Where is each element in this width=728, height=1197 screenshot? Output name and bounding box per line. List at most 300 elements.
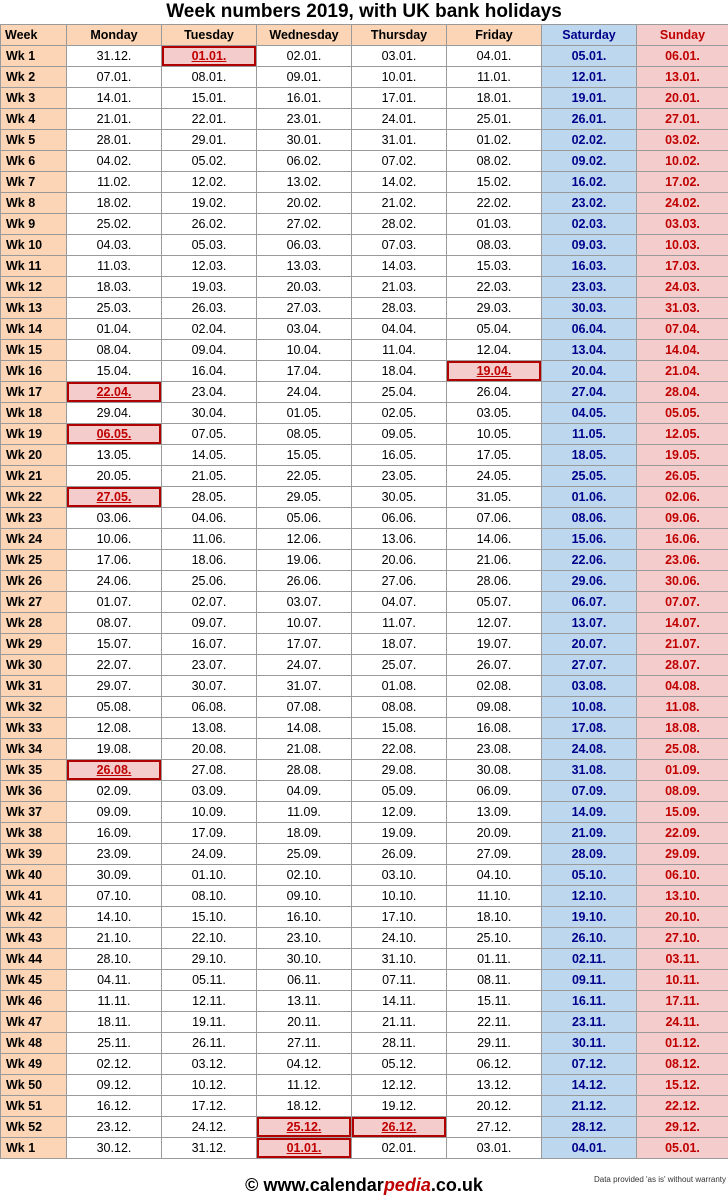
wednesday-date-cell: 15.05. [257,445,352,466]
thursday-date-cell: 21.03. [352,277,447,298]
monday-date-cell: 07.01. [67,67,162,88]
header-monday: Monday [67,25,162,46]
sunday-date-cell: 21.07. [637,634,728,655]
table-row [1,529,728,550]
table-row [1,1117,728,1138]
saturday-date-cell: 05.10. [542,865,637,886]
friday-date-cell: 10.05. [447,424,542,445]
monday-date-cell: 21.01. [67,109,162,130]
wednesday-date-cell: 30.01. [257,130,352,151]
friday-date-cell: 04.10. [447,865,542,886]
saturday-date-cell: 19.01. [542,88,637,109]
wednesday-date-cell: 03.04. [257,319,352,340]
table-row [1,46,728,67]
wednesday-date-cell: 06.03. [257,235,352,256]
sunday-date-cell: 08.12. [637,1054,728,1075]
monday-date-cell: 24.06. [67,571,162,592]
wednesday-date-cell: 17.04. [257,361,352,382]
monday-date-cell: 13.05. [67,445,162,466]
saturday-date-cell: 04.01. [542,1138,637,1159]
sunday-date-cell: 15.09. [637,802,728,823]
friday-date-cell: 06.12. [447,1054,542,1075]
thursday-date-cell: 19.12. [352,1096,447,1117]
sunday-date-cell: 11.08. [637,697,728,718]
thursday-date-cell: 13.06. [352,529,447,550]
monday-date-cell: 03.06. [67,508,162,529]
footer [0,1172,728,1197]
week-number-cell: Wk 15 [1,340,67,361]
week-number-cell: Wk 5 [1,130,67,151]
wednesday-date-cell: 10.07. [257,613,352,634]
week-number-cell: Wk 10 [1,235,67,256]
saturday-date-cell: 30.03. [542,298,637,319]
saturday-date-cell: 18.05. [542,445,637,466]
wednesday-date-cell: 09.10. [257,886,352,907]
table-row [1,151,728,172]
week-number-cell: Wk 21 [1,466,67,487]
wednesday-date-cell: 22.05. [257,466,352,487]
thursday-date-cell: 31.01. [352,130,447,151]
table-row [1,1054,728,1075]
thursday-date-cell: 05.09. [352,781,447,802]
monday-date-cell: 31.12. [67,46,162,67]
table-row [1,676,728,697]
thursday-date-cell: 11.04. [352,340,447,361]
table-row [1,970,728,991]
table-row [1,382,728,403]
sunday-date-cell: 20.10. [637,907,728,928]
monday-date-cell: 11.11. [67,991,162,1012]
week-number-table [0,24,728,1159]
site-pedia: pedia [383,1175,431,1195]
table-row [1,193,728,214]
saturday-date-cell: 09.03. [542,235,637,256]
friday-date-cell: 08.03. [447,235,542,256]
table-row [1,802,728,823]
tuesday-date-cell: 31.12. [162,1138,257,1159]
sunday-date-cell: 05.05. [637,403,728,424]
table-row [1,424,728,445]
monday-date-cell: 09.09. [67,802,162,823]
wednesday-date-cell: 25.09. [257,844,352,865]
thursday-date-cell: 04.04. [352,319,447,340]
friday-date-cell: 11.10. [447,886,542,907]
thursday-date-cell: 19.09. [352,823,447,844]
table-row [1,1033,728,1054]
table-row [1,844,728,865]
saturday-date-cell: 27.04. [542,382,637,403]
page-title: Week numbers 2019, with UK bank holidays [166,1,562,22]
friday-date-cell: 08.11. [447,970,542,991]
monday-date-cell: 07.10. [67,886,162,907]
tuesday-date-cell: 11.06. [162,529,257,550]
wednesday-date-cell: 23.01. [257,109,352,130]
sunday-date-cell: 28.07. [637,655,728,676]
week-number-cell: Wk 2 [1,67,67,88]
monday-date-cell: 25.11. [67,1033,162,1054]
tuesday-date-cell: 05.11. [162,970,257,991]
friday-date-cell: 03.01. [447,1138,542,1159]
sunday-date-cell: 31.03. [637,298,728,319]
saturday-date-cell: 28.12. [542,1117,637,1138]
bank-holiday-cell: 19.04. [447,361,542,382]
thursday-date-cell: 18.07. [352,634,447,655]
saturday-date-cell: 11.05. [542,424,637,445]
wednesday-date-cell: 19.06. [257,550,352,571]
monday-date-cell: 08.07. [67,613,162,634]
monday-date-cell: 23.09. [67,844,162,865]
week-number-cell: Wk 38 [1,823,67,844]
tuesday-date-cell: 17.09. [162,823,257,844]
friday-date-cell: 20.12. [447,1096,542,1117]
monday-date-cell: 25.03. [67,298,162,319]
friday-date-cell: 03.05. [447,403,542,424]
friday-date-cell: 22.11. [447,1012,542,1033]
table-row [1,487,728,508]
week-number-cell: Wk 33 [1,718,67,739]
thursday-date-cell: 14.03. [352,256,447,277]
monday-date-cell: 04.03. [67,235,162,256]
tuesday-date-cell: 12.11. [162,991,257,1012]
table-row [1,949,728,970]
monday-date-cell: 15.07. [67,634,162,655]
table-row [1,466,728,487]
thursday-date-cell: 24.10. [352,928,447,949]
sunday-date-cell: 18.08. [637,718,728,739]
saturday-date-cell: 23.02. [542,193,637,214]
thursday-date-cell: 16.05. [352,445,447,466]
saturday-date-cell: 04.05. [542,403,637,424]
friday-date-cell: 30.08. [447,760,542,781]
saturday-date-cell: 22.06. [542,550,637,571]
tuesday-date-cell: 30.04. [162,403,257,424]
sunday-date-cell: 29.12. [637,1117,728,1138]
week-number-cell: Wk 25 [1,550,67,571]
sunday-date-cell: 03.11. [637,949,728,970]
header-thursday: Thursday [352,25,447,46]
wednesday-date-cell: 24.04. [257,382,352,403]
sunday-date-cell: 12.05. [637,424,728,445]
wednesday-date-cell: 24.07. [257,655,352,676]
week-number-cell: Wk 31 [1,676,67,697]
week-number-cell: Wk 11 [1,256,67,277]
thursday-date-cell: 10.01. [352,67,447,88]
monday-date-cell: 30.12. [67,1138,162,1159]
monday-date-cell: 05.08. [67,697,162,718]
wednesday-date-cell: 27.11. [257,1033,352,1054]
friday-date-cell: 05.04. [447,319,542,340]
table-row [1,298,728,319]
sunday-date-cell: 03.02. [637,130,728,151]
sunday-date-cell: 07.04. [637,319,728,340]
bank-holiday-cell: 06.05. [67,424,162,445]
tuesday-date-cell: 25.06. [162,571,257,592]
thursday-date-cell: 28.11. [352,1033,447,1054]
header-saturday: Saturday [542,25,637,46]
monday-date-cell: 14.10. [67,907,162,928]
thursday-date-cell: 05.12. [352,1054,447,1075]
friday-date-cell: 22.03. [447,277,542,298]
tuesday-date-cell: 03.09. [162,781,257,802]
sunday-date-cell: 27.01. [637,109,728,130]
table-row [1,214,728,235]
wednesday-date-cell: 01.05. [257,403,352,424]
sunday-date-cell: 06.10. [637,865,728,886]
saturday-date-cell: 26.10. [542,928,637,949]
sunday-date-cell: 22.09. [637,823,728,844]
tuesday-date-cell: 24.09. [162,844,257,865]
sunday-date-cell: 28.04. [637,382,728,403]
week-number-cell: Wk 49 [1,1054,67,1075]
sunday-date-cell: 09.06. [637,508,728,529]
wednesday-date-cell: 31.07. [257,676,352,697]
wednesday-date-cell: 27.03. [257,298,352,319]
saturday-date-cell: 25.05. [542,466,637,487]
thursday-date-cell: 24.01. [352,109,447,130]
tuesday-date-cell: 02.07. [162,592,257,613]
thursday-date-cell: 08.08. [352,697,447,718]
sunday-date-cell: 21.04. [637,361,728,382]
week-number-cell: Wk 24 [1,529,67,550]
sunday-date-cell: 01.12. [637,1033,728,1054]
sunday-date-cell: 30.06. [637,571,728,592]
monday-date-cell: 17.06. [67,550,162,571]
tuesday-date-cell: 26.02. [162,214,257,235]
monday-date-cell: 19.08. [67,739,162,760]
week-number-cell: Wk 29 [1,634,67,655]
wednesday-date-cell: 14.08. [257,718,352,739]
week-number-cell: Wk 1 [1,1138,67,1159]
week-number-cell: Wk 9 [1,214,67,235]
week-number-cell: Wk 26 [1,571,67,592]
header-tuesday: Tuesday [162,25,257,46]
monday-date-cell: 02.09. [67,781,162,802]
friday-date-cell: 11.01. [447,67,542,88]
table-row [1,697,728,718]
monday-date-cell: 15.04. [67,361,162,382]
week-number-cell: Wk 43 [1,928,67,949]
week-number-cell: Wk 32 [1,697,67,718]
tuesday-date-cell: 26.03. [162,298,257,319]
saturday-date-cell: 30.11. [542,1033,637,1054]
site-prefix: www.calendar [263,1175,384,1195]
table-row [1,67,728,88]
monday-date-cell: 01.07. [67,592,162,613]
table-row [1,172,728,193]
wednesday-date-cell: 11.12. [257,1075,352,1096]
tuesday-date-cell: 14.05. [162,445,257,466]
sunday-date-cell: 05.01. [637,1138,728,1159]
table-row [1,718,728,739]
tuesday-date-cell: 22.01. [162,109,257,130]
friday-date-cell: 22.02. [447,193,542,214]
friday-date-cell: 20.09. [447,823,542,844]
wednesday-date-cell: 06.02. [257,151,352,172]
monday-date-cell: 10.06. [67,529,162,550]
sunday-date-cell: 10.11. [637,970,728,991]
wednesday-date-cell: 27.02. [257,214,352,235]
table-row [1,865,728,886]
week-number-cell: Wk 17 [1,382,67,403]
friday-date-cell: 13.09. [447,802,542,823]
saturday-date-cell: 26.01. [542,109,637,130]
wednesday-date-cell: 17.07. [257,634,352,655]
wednesday-date-cell: 12.06. [257,529,352,550]
thursday-date-cell: 10.10. [352,886,447,907]
monday-date-cell: 30.09. [67,865,162,886]
friday-date-cell: 01.03. [447,214,542,235]
table-row [1,928,728,949]
sunday-date-cell: 14.04. [637,340,728,361]
thursday-date-cell: 14.11. [352,991,447,1012]
wednesday-date-cell: 06.11. [257,970,352,991]
monday-date-cell: 23.12. [67,1117,162,1138]
tuesday-date-cell: 08.10. [162,886,257,907]
saturday-date-cell: 01.06. [542,487,637,508]
bank-holiday-cell: 01.01. [257,1138,352,1159]
week-number-cell: Wk 42 [1,907,67,928]
table-row [1,445,728,466]
wednesday-date-cell: 07.08. [257,697,352,718]
friday-date-cell: 07.06. [447,508,542,529]
saturday-date-cell: 24.08. [542,739,637,760]
table-row [1,88,728,109]
saturday-date-cell: 09.11. [542,970,637,991]
friday-date-cell: 27.09. [447,844,542,865]
monday-date-cell: 04.11. [67,970,162,991]
bank-holiday-cell: 22.04. [67,382,162,403]
saturday-date-cell: 13.04. [542,340,637,361]
friday-date-cell: 09.08. [447,697,542,718]
week-number-cell: Wk 34 [1,739,67,760]
wednesday-date-cell: 11.09. [257,802,352,823]
sunday-date-cell: 19.05. [637,445,728,466]
tuesday-date-cell: 23.04. [162,382,257,403]
week-number-cell: Wk 37 [1,802,67,823]
monday-date-cell: 29.07. [67,676,162,697]
tuesday-date-cell: 05.03. [162,235,257,256]
friday-date-cell: 15.02. [447,172,542,193]
wednesday-date-cell: 29.05. [257,487,352,508]
friday-date-cell: 18.01. [447,88,542,109]
sunday-date-cell: 17.03. [637,256,728,277]
week-number-cell: Wk 44 [1,949,67,970]
thursday-date-cell: 14.02. [352,172,447,193]
disclaimer-note: Data provided 'as is' without warranty [593,1175,726,1184]
wednesday-date-cell: 08.05. [257,424,352,445]
tuesday-date-cell: 03.12. [162,1054,257,1075]
sunday-date-cell: 26.05. [637,466,728,487]
tuesday-date-cell: 12.03. [162,256,257,277]
friday-date-cell: 28.06. [447,571,542,592]
thursday-date-cell: 28.02. [352,214,447,235]
saturday-date-cell: 20.07. [542,634,637,655]
tuesday-date-cell: 13.08. [162,718,257,739]
sunday-date-cell: 22.12. [637,1096,728,1117]
sunday-date-cell: 13.10. [637,886,728,907]
sunday-date-cell: 06.01. [637,46,728,67]
friday-date-cell: 25.10. [447,928,542,949]
week-number-cell: Wk 14 [1,319,67,340]
wednesday-date-cell: 13.11. [257,991,352,1012]
week-number-cell: Wk 36 [1,781,67,802]
table-row [1,634,728,655]
table-row [1,130,728,151]
wednesday-date-cell: 09.01. [257,67,352,88]
thursday-date-cell: 02.01. [352,1138,447,1159]
week-number-cell: Wk 22 [1,487,67,508]
friday-date-cell: 05.07. [447,592,542,613]
table-row [1,781,728,802]
tuesday-date-cell: 28.05. [162,487,257,508]
thursday-date-cell: 22.08. [352,739,447,760]
thursday-date-cell: 06.06. [352,508,447,529]
thursday-date-cell: 01.08. [352,676,447,697]
tuesday-date-cell: 22.10. [162,928,257,949]
wednesday-date-cell: 13.02. [257,172,352,193]
tuesday-date-cell: 24.12. [162,1117,257,1138]
saturday-date-cell: 07.09. [542,781,637,802]
table-row [1,1096,728,1117]
week-number-cell: Wk 50 [1,1075,67,1096]
saturday-date-cell: 14.12. [542,1075,637,1096]
week-number-cell: Wk 4 [1,109,67,130]
friday-date-cell: 26.07. [447,655,542,676]
friday-date-cell: 12.04. [447,340,542,361]
table-row [1,613,728,634]
sunday-date-cell: 23.06. [637,550,728,571]
tuesday-date-cell: 09.04. [162,340,257,361]
saturday-date-cell: 15.06. [542,529,637,550]
week-number-cell: Wk 8 [1,193,67,214]
wednesday-date-cell: 13.03. [257,256,352,277]
friday-date-cell: 26.04. [447,382,542,403]
tuesday-date-cell: 16.04. [162,361,257,382]
tuesday-date-cell: 02.04. [162,319,257,340]
friday-date-cell: 02.08. [447,676,542,697]
saturday-date-cell: 31.08. [542,760,637,781]
week-number-cell: Wk 46 [1,991,67,1012]
header-sunday: Sunday [637,25,728,46]
table-row [1,571,728,592]
thursday-date-cell: 07.03. [352,235,447,256]
table-row [1,256,728,277]
wednesday-date-cell: 28.08. [257,760,352,781]
week-number-cell: Wk 12 [1,277,67,298]
tuesday-date-cell: 12.02. [162,172,257,193]
week-number-cell: Wk 13 [1,298,67,319]
wednesday-date-cell: 20.11. [257,1012,352,1033]
wednesday-date-cell: 04.09. [257,781,352,802]
saturday-date-cell: 19.10. [542,907,637,928]
friday-date-cell: 01.02. [447,130,542,151]
thursday-date-cell: 20.06. [352,550,447,571]
tuesday-date-cell: 18.06. [162,550,257,571]
saturday-date-cell: 03.08. [542,676,637,697]
wednesday-date-cell: 23.10. [257,928,352,949]
week-number-cell: Wk 6 [1,151,67,172]
monday-date-cell: 11.02. [67,172,162,193]
tuesday-date-cell: 07.05. [162,424,257,445]
saturday-date-cell: 12.10. [542,886,637,907]
sunday-date-cell: 02.06. [637,487,728,508]
monday-date-cell: 04.02. [67,151,162,172]
thursday-date-cell: 17.10. [352,907,447,928]
saturday-date-cell: 02.02. [542,130,637,151]
monday-date-cell: 02.12. [67,1054,162,1075]
friday-date-cell: 16.08. [447,718,542,739]
tuesday-date-cell: 01.10. [162,865,257,886]
